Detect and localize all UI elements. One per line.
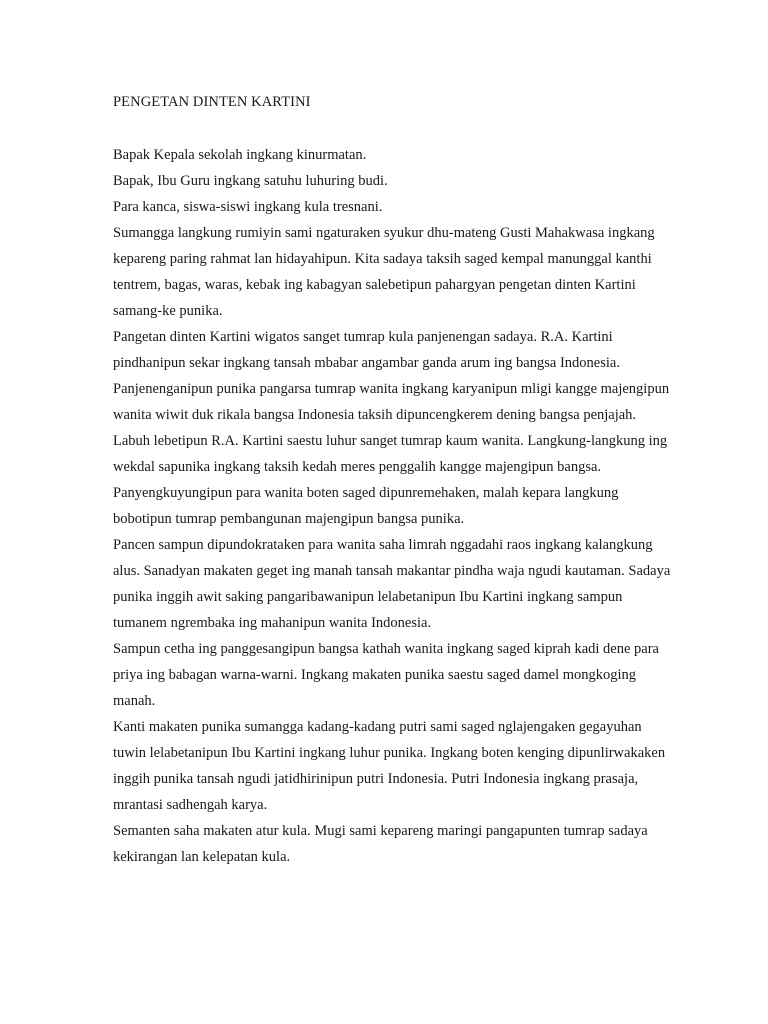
document-title: PENGETAN DINTEN KARTINI: [113, 94, 311, 110]
paragraph-greeting-students: Para kanca, siswa-siswi ingkang kula tresnani.: [113, 199, 383, 215]
paragraph-opening-gratitude: Sumangga langkung rumiyin sami ngaturaken syukur dhu-mateng Gusti Mahakwasa ingkang kepareng paring rahmat lan hidayahipun. Kita sadaya taksih saged kempal manunggal kanthi tentrem, bagas, waras, kebak ing kabagyan salebetipun pahargyan pengetan dinten Kartini samang-ke punika.: [113, 225, 655, 319]
paragraph-kartini-contribution: Labuh lebetipun R.A. Kartini saestu luhur sanget tumrap kaum wanita. Langkung-langkung ing wekdal sapunika ingkang taksih kedah meres penggalih kangge majengipun bangsa. Panyengkuyungipun para wanita boten saged dipunremehaken, malah kepara langkung bobotipun tumrap pembangunan majengipun bangsa punika.: [113, 433, 668, 527]
paragraph-kartini-importance: Pangetan dinten Kartini wigatos sanget tumrap kula panjenengan sadaya. R.A. Kartini pindhanipun sekar ingkang tansah mbabar angambar ganda arum ing bangsa Indonesia.: [113, 329, 620, 371]
paragraph-greeting-headmaster: Bapak Kepala sekolah ingkang kinurmatan.: [113, 147, 367, 163]
document-page: [113, 92, 673, 870]
paragraph-women-roles: Sampun cetha ing panggesangipun bangsa kathah wanita ingkang saged kiprah kadi dene para priya ing babagan warna-warni. Ingkang makaten punika saestu saged damel mongkoging manah.: [113, 641, 659, 709]
paragraph-greeting-teachers: Bapak, Ibu Guru ingkang satuhu luhuring budi.: [113, 173, 388, 189]
paragraph-closing: Semanten saha makaten atur kula. Mugi sami kepareng maringi pangapunten tumrap sadaya kekirangan lan kelepatan kula.: [113, 823, 648, 865]
paragraph-kartini-leadership: Panjenenganipun punika pangarsa tumrap wanita ingkang karyanipun mligi kangge majengipun wanita wiwit duk rikala bangsa Indonesia taksih dipuncengkerem dening bangsa penjajah.: [113, 381, 670, 423]
paragraph-women-character: Pancen sampun dipundokrataken para wanita saha limrah nggadahi raos ingkang kalangkung alus. Sanadyan makaten geget ing manah tansah makantar pindha waja ngudi kautaman. Sadaya punika inggih awit saking pangaribawanipun lelabetanipun Ibu Kartini ingkang sampun tumanem ngrembaka ing mahanipun wanita Indonesia.: [113, 537, 671, 631]
document-body: [113, 142, 673, 870]
paragraph-call-to-action: Kanti makaten punika sumangga kadang-kadang putri sami saged nglajengaken gegayuhan tuwin lelabetanipun Ibu Kartini ingkang luhur punika. Ingkang boten kenging dipunlirwakaken inggih punika tansah ngudi jatidhirinipun putri Indonesia. Putri Indonesia ingkang prasaja, mrantasi sadhengah karya.: [113, 719, 666, 813]
